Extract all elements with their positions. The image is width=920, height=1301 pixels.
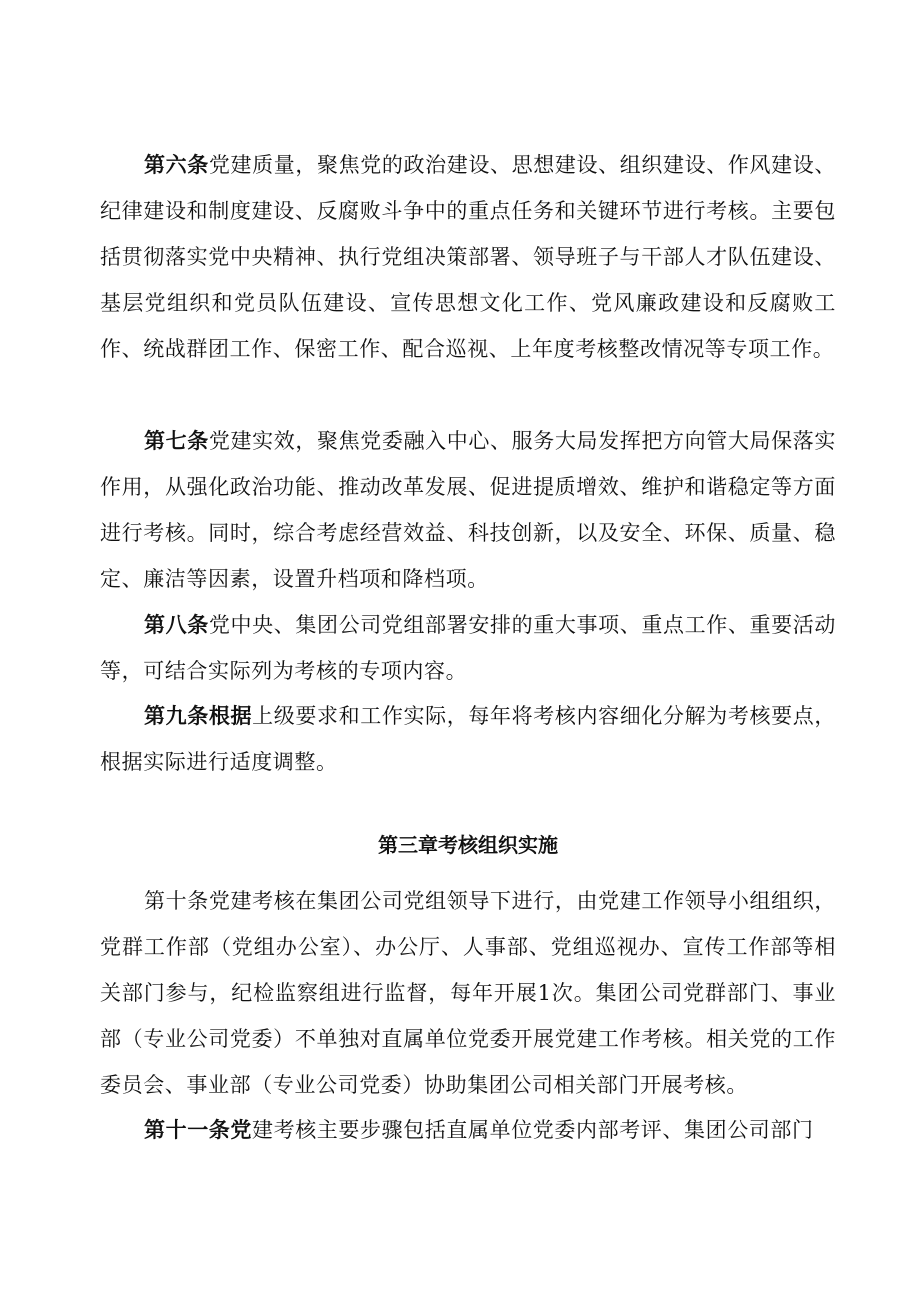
article-8-label: 第八条 bbox=[144, 612, 209, 637]
article-7-label: 第七条 bbox=[144, 428, 209, 453]
article-7-paragraph bbox=[100, 418, 836, 602]
article-8-text: 党中央、集团公司党组部署安排的重大事项、重点工作、重要活动等，可结合实际列为考核的专项内容。 bbox=[100, 613, 836, 683]
article-6-label: 第六条 bbox=[144, 152, 209, 177]
article-10-text: 第十条党建考核在集团公司党组领导下进行，由党建工作领导小组组织，党群工作部（党组办公室）、办公厅、人事部、党组巡视办、宣传工作部等相关部门参与，纪检监察组进行监督，每年开展1次。集团公司党群部门、事业部（专业公司党委）不单独对直属单位党委开展党建工作考核。相关党的工作委员会、事业部（专业公司党委）协助集团公司相关部门开展考核。 bbox=[100, 889, 836, 1097]
article-9-label: 第九条根据 bbox=[144, 703, 253, 728]
article-9-paragraph bbox=[100, 693, 836, 785]
article-11-label: 第十一条党 bbox=[144, 1117, 252, 1142]
article-9-text: 上级要求和工作实际，每年将考核内容细化分解为考核要点，根据实际进行适度调整。 bbox=[100, 704, 837, 774]
chapter-3-heading: 第三章考核组织实施 bbox=[378, 833, 558, 857]
article-7-text: 党建实效，聚焦党委融入中心、服务大局发挥把方向管大局保落实作用，从强化政治功能、推动改革发展、促进提质增效、维护和谐稳定等方面进行考核。同时，综合考虑经营效益、科技创新，以及安全、环保、质量、稳定、廉洁等因素，设置升档项和降档项。 bbox=[100, 429, 836, 591]
article-8-paragraph bbox=[100, 602, 836, 694]
article-11-paragraph bbox=[100, 1107, 836, 1153]
article-10-paragraph bbox=[100, 878, 836, 1108]
article-6-text: 党建质量，聚焦党的政治建设、思想建设、组织建设、作风建设、纪律建设和制度建设、反腐败斗争中的重点任务和关键环节进行考核。主要包括贯彻落实党中央精神、执行党组决策部署、领导班子与干部人才队伍建设、基层党组织和党员队伍建设、宣传思想文化工作、党风廉政建设和反腐败工作、统战群团工作、保密工作、配合巡视、上年度考核整改情况等专项工作。 bbox=[100, 153, 836, 361]
article-6-paragraph bbox=[100, 142, 836, 372]
article-11-text: 建考核主要步骤包括直属单位党委内部考评、集团公司部门 bbox=[252, 1118, 814, 1142]
